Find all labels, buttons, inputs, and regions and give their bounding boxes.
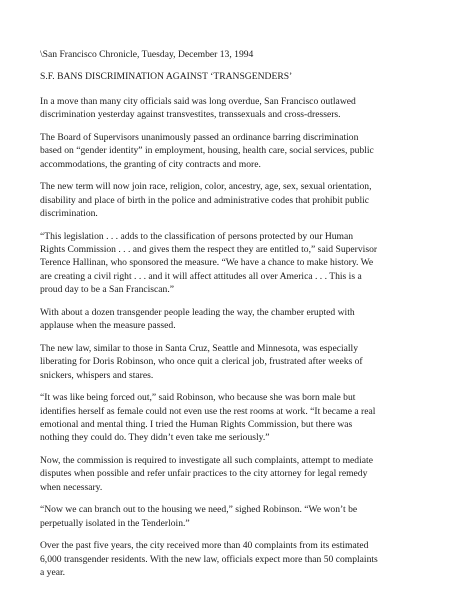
paragraph-line: perpetually isolated in the Tenderloin.” — [40, 517, 190, 529]
article-body — [40, 95, 442, 580]
headline: S.F. BANS DISCRIMINATION AGAINST ‘TRANSGENDERS’ — [40, 71, 293, 83]
paragraph-line: snickers, whispers and stares. — [40, 369, 154, 381]
paragraph-line: liberating for Doris Robinson, who once quit a clerical job, frustrated after weeks of — [40, 356, 363, 368]
paragraph-line: discrimination yesterday against transvestites, transsexuals and cross-dressers. — [40, 109, 341, 121]
paragraph-line: a year. — [40, 567, 66, 579]
paragraph-line: based on “gender identity” in employment, housing, health care, social services, public — [40, 145, 374, 157]
paragraph — [40, 131, 442, 171]
paragraph-line: With about a dozen transgender people leading the way, the chamber erupted with — [40, 306, 355, 318]
paragraph — [40, 454, 442, 494]
paragraph-line: discrimination. — [40, 208, 98, 220]
paragraph-line: In a move than many city officials said was long overdue, San Francisco outlawed — [40, 95, 356, 107]
paragraph-line: are creating a civil right . . . and it will affect attitudes all over America . . . This is a — [40, 270, 362, 282]
paragraph-line: disability and place of birth in the police and administrative codes that prohibit public — [40, 194, 370, 206]
paragraph-line: Over the past five years, the city received more than 40 complaints from its estimated — [40, 540, 369, 552]
paragraph-line: proud day to be a San Franciscan.” — [40, 284, 175, 296]
paragraph — [40, 342, 442, 382]
paragraph-line: nothing they could do. They didn’t even take me seriously.” — [40, 432, 270, 444]
paragraph-line: disputes when possible and refer unfair practices to the city attorney for legal remedy — [40, 468, 368, 480]
paragraph-line: The new law, similar to those in Santa Cruz, Seattle and Minnesota, was especially — [40, 342, 359, 354]
paragraph-line: emotional and mental thing. I tried the Human Rights Commission, but there was — [40, 419, 353, 431]
paragraph-line: “It was like being forced out,” said Robinson, who because she was born male but — [40, 392, 356, 404]
paragraph — [40, 539, 442, 579]
paragraph-line: The new term will now join race, religion, color, ancestry, age, sex, sexual orientation, — [40, 181, 372, 193]
paragraph-line: identifies herself as female could not even use the rest rooms at work. “It became a real — [40, 405, 376, 417]
dateline: \San Francisco Chronicle, Tuesday, December 13, 1994 — [40, 49, 254, 60]
paragraph-line: The Board of Supervisors unanimously passed an ordinance barring discrimination — [40, 131, 359, 143]
document-page — [40, 48, 442, 589]
paragraph-line: 6,000 transgender residents. With the new law, officials expect more than 50 complaints — [40, 553, 378, 565]
paragraph-line: “Now we can branch out to the housing we need,” sighed Robinson. “We won’t be — [40, 504, 358, 516]
paragraph-line: “This legislation . . . adds to the classification of persons protected by our Human — [40, 230, 354, 242]
paragraph-line: accommodations, the granting of city contracts and more. — [40, 158, 261, 170]
paragraph — [40, 230, 442, 297]
paragraph — [40, 503, 442, 530]
paragraph — [40, 180, 442, 220]
paragraph — [40, 306, 442, 333]
paragraph-line: Terence Hallinan, who sponsored the measure. “We have a chance to make history. We — [40, 257, 374, 269]
paragraph — [40, 391, 442, 445]
paragraph-line: applause when the measure passed. — [40, 320, 176, 332]
paragraph-line: when necessary. — [40, 481, 103, 493]
paragraph — [40, 95, 442, 122]
paragraph-line: Rights Commission . . . and gives them the respect they are entitled to,” said Supervisor — [40, 244, 378, 256]
paragraph-line: Now, the commission is required to investigate all such complaints, attempt to mediate — [40, 455, 373, 467]
